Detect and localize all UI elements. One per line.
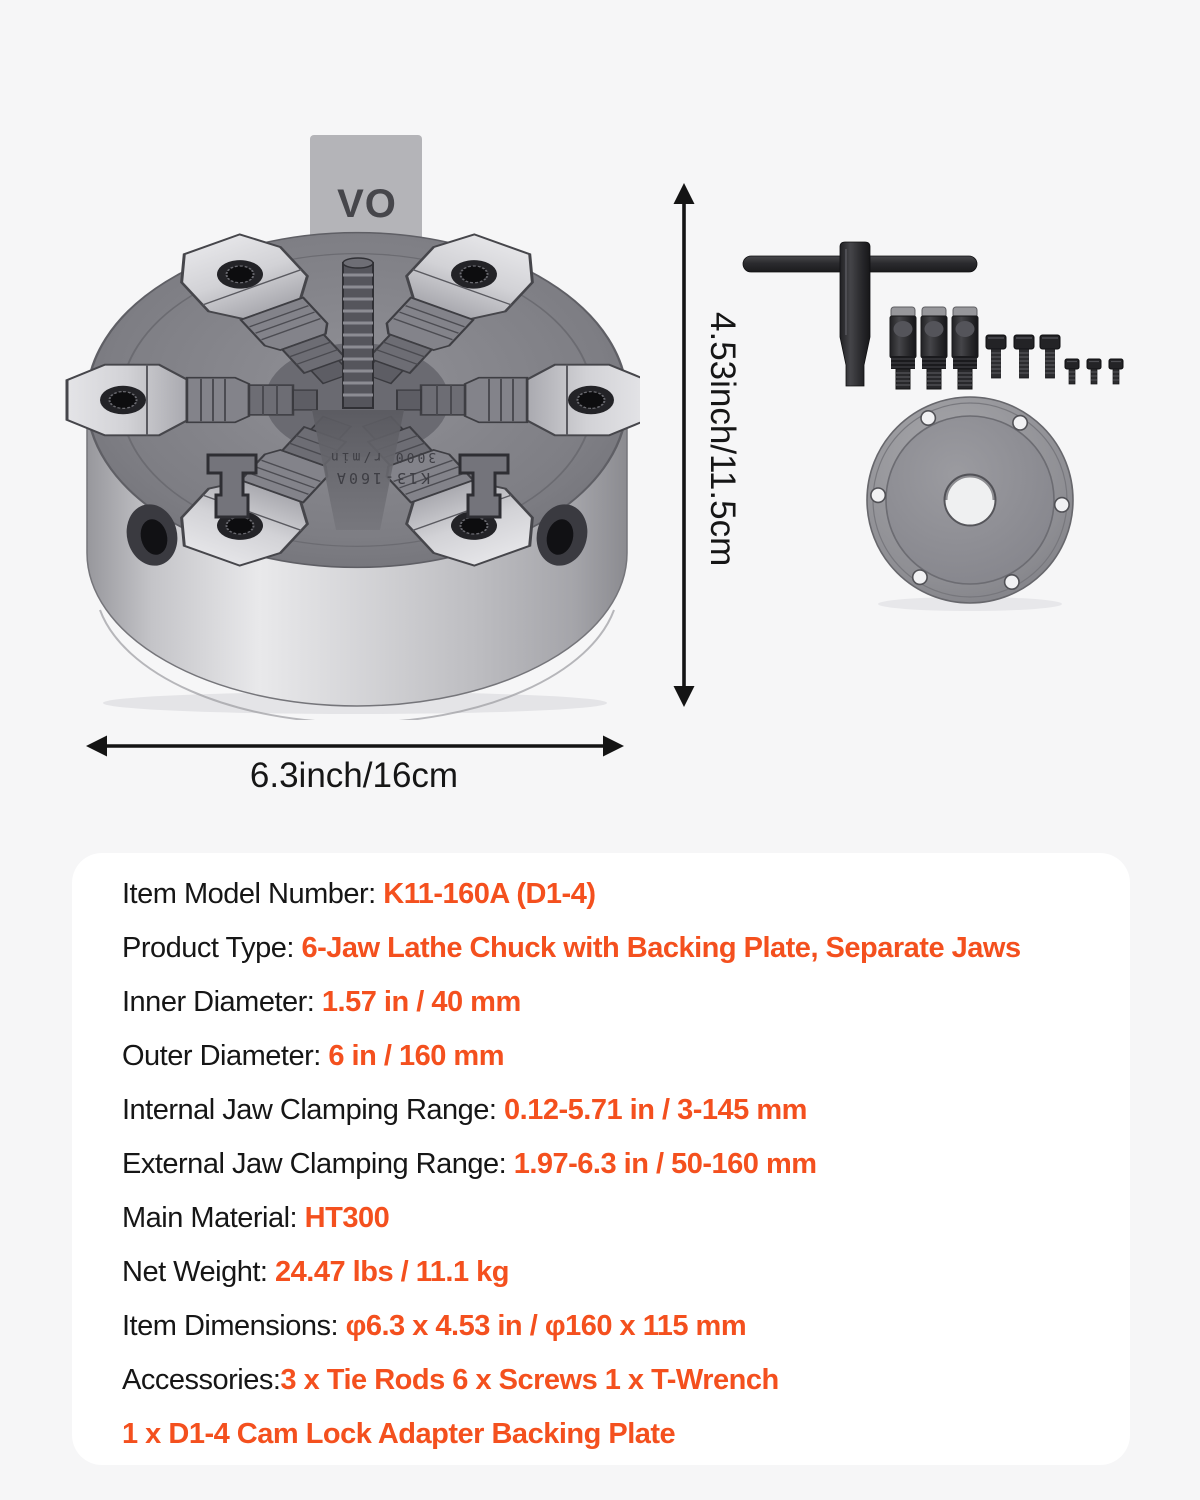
spec-row-type: [122, 921, 1112, 975]
spec-row-inner-diameter: [122, 975, 1112, 1029]
accessories-photo: [715, 225, 1190, 625]
center-screw: [343, 258, 373, 408]
spec-value: 3 x Tie Rods 6 x Screws 1 x T-Wrench: [280, 1364, 779, 1396]
spec-value: φ6.3 x 4.53 in / φ160 x 115 mm: [345, 1310, 747, 1342]
spec-row-accessories: [122, 1353, 1112, 1407]
spec-label: Internal Jaw Clamping Range:: [122, 1094, 505, 1126]
spec-row-model: [122, 867, 1112, 921]
spec-value: 6 in / 160 mm: [328, 1040, 504, 1072]
screws-medium: [986, 335, 1060, 378]
spec-row-accessories-2: [122, 1407, 1112, 1461]
spec-row-material: [122, 1191, 1112, 1245]
spec-label: Net Weight:: [122, 1256, 276, 1288]
tie-rods: [890, 307, 978, 389]
spec-label: Product Type:: [122, 932, 302, 964]
spec-label: Outer Diameter:: [122, 1040, 329, 1072]
spec-value: 1.57 in / 40 mm: [321, 986, 521, 1018]
tag-logo-text: VO: [337, 182, 397, 226]
spec-label: Item Dimensions:: [122, 1310, 346, 1342]
height-dimension-arrow: [669, 183, 699, 707]
spec-value: 1 x D1-4 Cam Lock Adapter Backing Plate: [122, 1418, 676, 1450]
spec-value: 6-Jaw Lathe Chuck with Backing Plate, Separate Jaws: [301, 932, 1021, 964]
spec-value: 1.97-6.3 in / 50-160 mm: [513, 1148, 817, 1180]
spec-label: Accessories:: [122, 1364, 281, 1396]
spec-value: 0.12-5.71 in / 3-145 mm: [504, 1094, 807, 1126]
height-dimension-label: 4.53inch/11.5cm: [703, 312, 742, 567]
spec-row-outer-diameter: [122, 1029, 1112, 1083]
screws-small: [1065, 359, 1123, 384]
spec-label: External Jaw Clamping Range:: [122, 1148, 514, 1180]
spec-value: HT300: [304, 1202, 390, 1234]
width-dimension-label: 6.3inch/16cm: [249, 756, 459, 795]
chuck-photo: [60, 105, 640, 720]
spec-value: K11-160A (D1-4): [383, 878, 596, 910]
spec-label: Inner Diameter:: [122, 986, 322, 1018]
engraving-speed: 3000 r/min: [327, 449, 437, 464]
spec-label: Main Material:: [122, 1202, 305, 1234]
backing-plate: [867, 397, 1073, 611]
engraving-model: K13-160A: [333, 469, 431, 487]
spec-label: Item Model Number:: [122, 878, 384, 910]
spec-row-internal-range: [122, 1083, 1112, 1137]
spec-row-dimensions: [122, 1299, 1112, 1353]
spec-row-weight: [122, 1245, 1112, 1299]
spec-row-external-range: [122, 1137, 1112, 1191]
spec-value: 24.47 lbs / 11.1 kg: [275, 1256, 509, 1288]
spec-card: [72, 853, 1130, 1465]
